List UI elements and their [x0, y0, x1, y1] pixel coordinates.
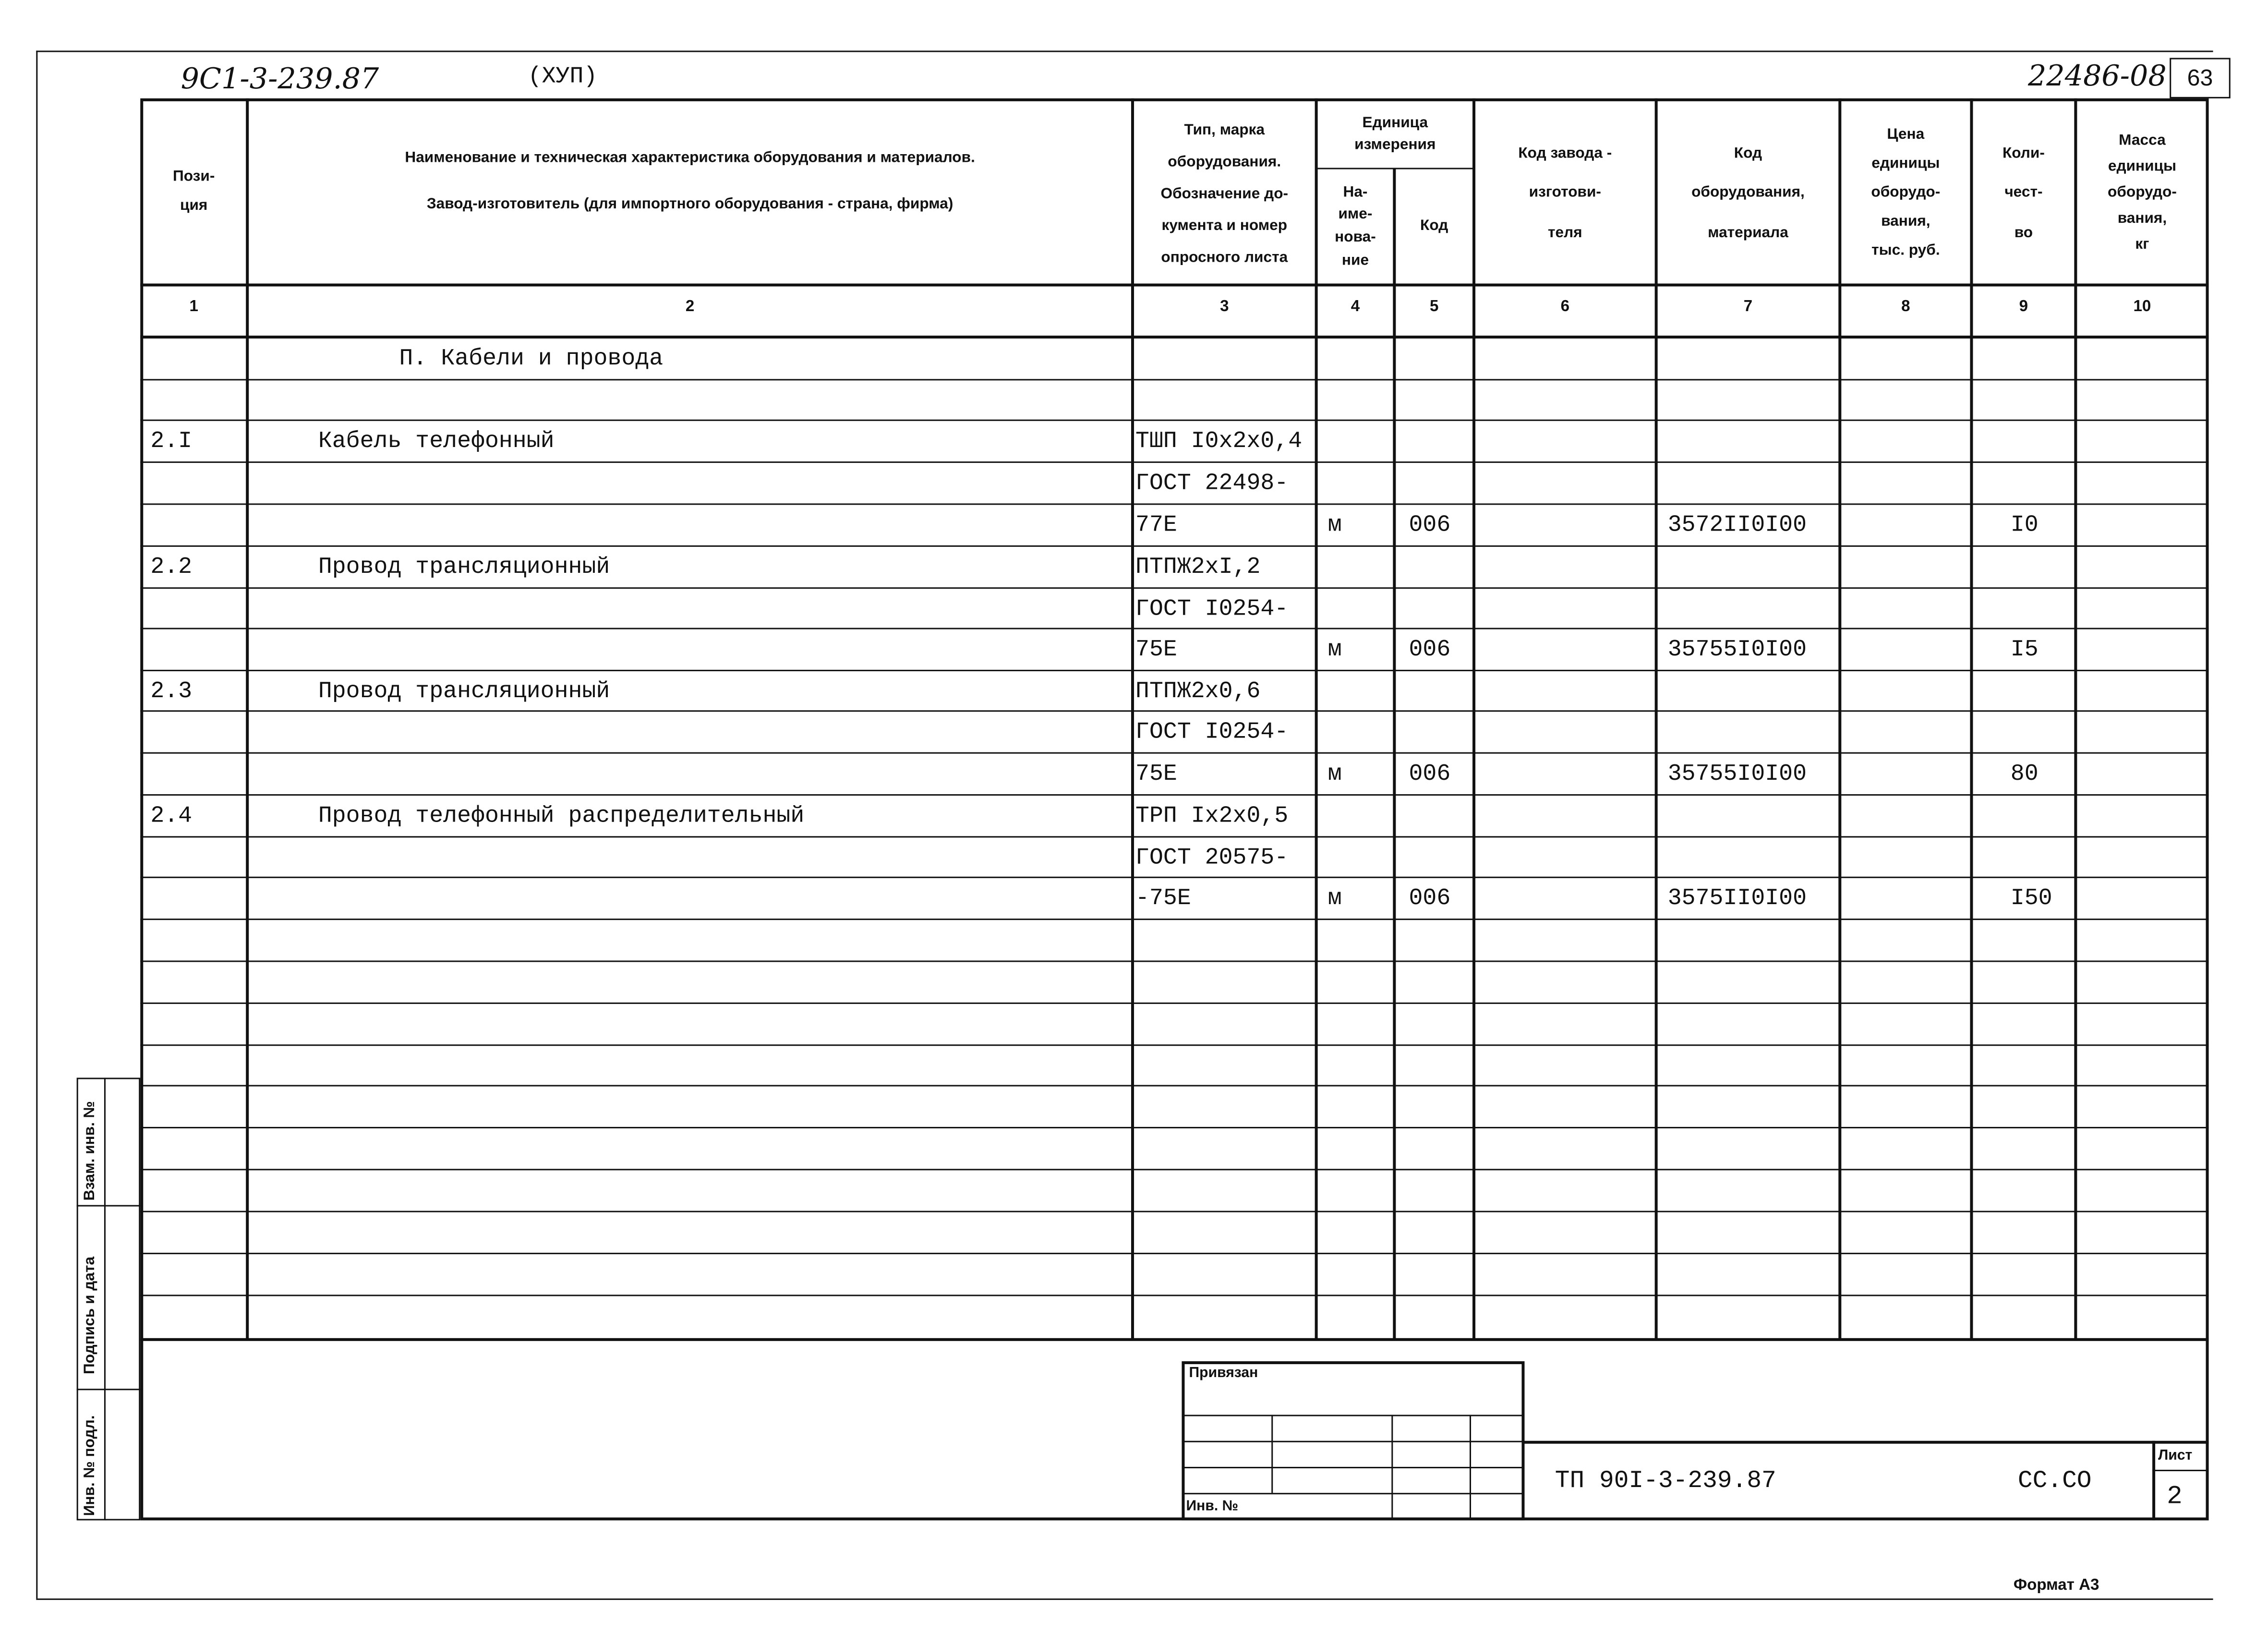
- cell-name: Провод телефонный распределительный: [318, 803, 805, 829]
- row-line: [140, 1211, 2208, 1212]
- row-line: [140, 420, 2208, 421]
- row-line: [140, 670, 2208, 671]
- cell-code: 006: [1409, 761, 1451, 787]
- cell-pos: 2.2: [150, 554, 193, 581]
- title-block-divider: [2152, 1441, 2155, 1521]
- cell-type: ГОСТ I0254-: [1135, 596, 1289, 622]
- col-number-9: 9: [2019, 298, 2028, 315]
- cell-type: 77Е: [1135, 512, 1177, 538]
- row-line: [140, 1169, 2208, 1170]
- cell-type: 75Е: [1135, 761, 1177, 787]
- col-line-8: [1970, 98, 1973, 1340]
- row-line: [140, 1003, 2208, 1004]
- stamp-inv-no: Инв. №: [1186, 1499, 1239, 1515]
- format-label: Формат А3: [2013, 1576, 2099, 1595]
- document-code: ТП 90I-3-239.87: [1555, 1468, 1776, 1496]
- cell-qty: I0: [2010, 512, 2039, 538]
- stamp-vline-2: [1391, 1415, 1393, 1521]
- sheet-label-line: [2152, 1470, 2208, 1471]
- cell-type: ГОСТ 20575-: [1135, 845, 1289, 871]
- cell-type: ПТПЖ2х0,6: [1135, 678, 1261, 705]
- row-line: [140, 836, 2208, 837]
- row-line: [140, 752, 2208, 754]
- cell-type: ТШП I0х2х0,4: [1135, 428, 1303, 455]
- document-mark: СС.СО: [2017, 1468, 2092, 1496]
- cell-name: П. Кабели и провода: [399, 346, 664, 372]
- side-label-podpis: Подпись и дата: [81, 1257, 98, 1375]
- title-block-top: [1524, 1441, 2208, 1444]
- col-line-9: [2074, 98, 2077, 1340]
- header-unit-name: На- име- нова- ние: [1335, 183, 1376, 269]
- cell-unit: м: [1327, 512, 1342, 538]
- stamp-vline-3: [1470, 1415, 1471, 1521]
- col-line-1: [246, 98, 249, 1340]
- cell-qty: 80: [2010, 761, 2039, 787]
- row-line: [140, 877, 2208, 878]
- header-mass: Масса единицы оборудо- вания, кг: [2108, 132, 2177, 253]
- row-line: [140, 1085, 2208, 1087]
- side-strip-line-2: [77, 1389, 141, 1390]
- header-plant-code: Код завода - изготови- теля: [1518, 145, 1612, 242]
- cell-code: 006: [1409, 885, 1451, 912]
- header-name-line2: Завод-изготовитель (для импортного оборудования - страна, фирма): [426, 195, 953, 213]
- cell-name: Кабель телефонный: [318, 428, 555, 455]
- row-line: [140, 794, 2208, 796]
- stamp-line-3: [1182, 1467, 1524, 1468]
- stamp-line-4: [1182, 1493, 1524, 1494]
- cell-type: ТРП Iх2х0,5: [1135, 803, 1289, 829]
- cell-type: ГОСТ 22498-: [1135, 470, 1289, 496]
- side-label-inv: Инв. № подл.: [81, 1415, 98, 1516]
- header-quantity: Коли- чест- во: [2002, 145, 2045, 242]
- col-line-2: [1131, 98, 1134, 1340]
- cell-pos: 2.4: [150, 803, 193, 829]
- table-body-bottom: [140, 1338, 2208, 1341]
- cell-name: Провод трансляционный: [318, 554, 610, 581]
- header-name-line1: Наименование и техническая характеристика оборудования и материалов.: [405, 149, 975, 167]
- cell-qty: I5: [2010, 636, 2039, 663]
- row-line: [140, 587, 2208, 589]
- row-line: [140, 503, 2208, 505]
- project-code: 9С1-3-239.87: [181, 60, 379, 96]
- cell-qty: I50: [2010, 885, 2052, 912]
- header-position: Пози- ция: [173, 168, 215, 214]
- cell-mat: 3572II0I00: [1667, 512, 1807, 538]
- section-label: (ХУП): [528, 63, 598, 90]
- stamp-privyazan: Привязан: [1189, 1366, 1258, 1382]
- stamp-line-1: [1182, 1415, 1524, 1416]
- col-number-6: 6: [1560, 298, 1570, 315]
- cell-mat: 35755I0I00: [1667, 636, 1807, 663]
- header-unit-code: Код: [1420, 217, 1448, 235]
- cell-name: Провод трансляционный: [318, 678, 610, 705]
- row-line: [140, 1044, 2208, 1046]
- cell-code: 006: [1409, 636, 1451, 663]
- row-line: [140, 628, 2208, 629]
- header-price: Цена единицы оборудо- вания, тыс. руб.: [1871, 126, 1941, 259]
- cell-mat: 35755I0I00: [1667, 761, 1807, 787]
- cell-type: ПТПЖ2хI,2: [1135, 554, 1261, 581]
- col-number-2: 2: [685, 298, 695, 315]
- cell-pos: 2.I: [150, 428, 193, 455]
- side-strip-divider: [104, 1078, 106, 1521]
- col-line-6: [1655, 98, 1658, 1340]
- col-line-5: [1472, 98, 1475, 1340]
- stamp-line-2: [1182, 1441, 1524, 1442]
- row-line: [140, 379, 2208, 380]
- numbers-bottom-line: [140, 336, 2208, 339]
- row-line: [140, 1253, 2208, 1254]
- cell-unit: м: [1327, 761, 1342, 787]
- frame-left: [36, 50, 37, 1598]
- col-number-3: 3: [1220, 298, 1229, 315]
- header-material-code: Код оборудования, материала: [1691, 145, 1805, 242]
- sheet-label: Лист: [2158, 1448, 2193, 1464]
- row-line: [140, 710, 2208, 712]
- header-type: Тип, марка оборудования. Обозначение до- кумента и номер опросного листа: [1160, 121, 1289, 266]
- side-label-vzam: Взам. инв. №: [81, 1101, 98, 1201]
- col-number-10: 10: [2133, 298, 2151, 315]
- cell-unit: м: [1327, 885, 1342, 912]
- frame-top: [36, 50, 2213, 52]
- cell-code: 006: [1409, 512, 1451, 538]
- cell-type: ГОСТ I0254-: [1135, 719, 1289, 745]
- archive-number: 22486-08: [2027, 58, 2167, 93]
- header-unit-group: Единица измерения: [1354, 114, 1436, 154]
- cell-mat: 3575II0I00: [1667, 885, 1807, 912]
- col-number-5: 5: [1429, 298, 1439, 315]
- frame-bottom: [36, 1598, 2213, 1600]
- cell-unit: м: [1327, 636, 1342, 663]
- col-number-8: 8: [1901, 298, 1910, 315]
- stamp-vline-1: [1271, 1415, 1273, 1493]
- row-line: [140, 1294, 2208, 1296]
- col-line-7: [1838, 98, 1841, 1340]
- row-line: [140, 960, 2208, 962]
- side-strip-line-1: [77, 1205, 141, 1207]
- col-line-3: [1315, 98, 1318, 1340]
- header-bottom-line: [140, 284, 2208, 287]
- row-line: [140, 545, 2208, 547]
- row-line: [140, 919, 2208, 920]
- row-line: [140, 1127, 2208, 1128]
- col-number-1: 1: [189, 298, 198, 315]
- row-line: [140, 461, 2208, 463]
- page-number: 63: [2170, 58, 2231, 98]
- sheet-number: 2: [2167, 1483, 2183, 1512]
- cell-type: -75Е: [1135, 885, 1191, 912]
- col-number-4: 4: [1351, 298, 1360, 315]
- cell-type: 75Е: [1135, 636, 1177, 663]
- col-number-7: 7: [1743, 298, 1753, 315]
- cell-pos: 2.3: [150, 678, 193, 705]
